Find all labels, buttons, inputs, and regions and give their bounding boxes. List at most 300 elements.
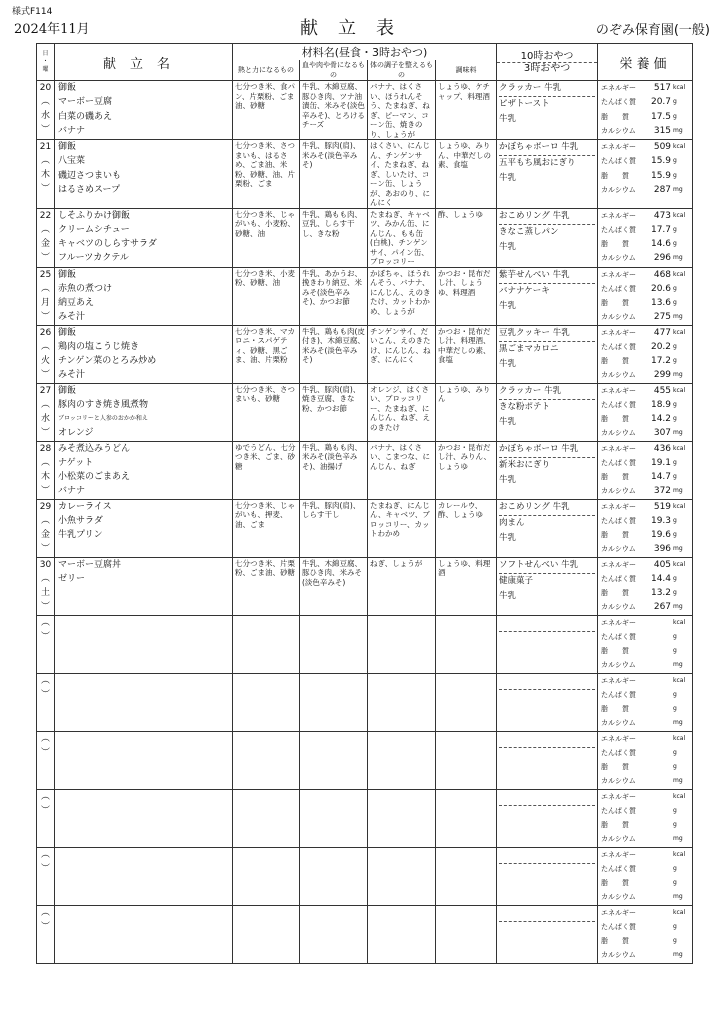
date-cell [37,325,55,383]
snack-10am [499,790,595,806]
date-cell [37,81,55,140]
energy-materials: 七分つき米、じゃがいも、小麦粉、砂糖、油 [233,208,300,267]
nutrition-unit: g [673,705,677,712]
nutrition-value: 275 [653,312,672,323]
snack-10am [499,616,595,632]
weekday: 金 [40,529,50,540]
nutrition-label: カルシウム [601,254,636,263]
nutrition-label: カルシウム [601,126,636,135]
condition-materials: バナナ、はくさい、ほうれんそう、たまねぎ、ねぎ、ピーマン、コーン缶、焼きのり、しょうが [368,81,436,140]
nutrition-value: 473 [653,210,672,221]
nutrition-unit: kcal [673,444,686,452]
menu-item: クリームシチュー [58,224,130,235]
nutrition-label: エネルギー [601,211,637,220]
snack-cell [497,789,598,847]
nutrition-label: たんぱく質 [601,342,637,351]
nutrition-label: 脂 質 [601,240,630,248]
snack-3pm-drink [499,879,595,894]
menu-table [36,43,693,964]
nutrition-label: 脂 質 [601,763,630,771]
menu-item: 御飯 [58,142,77,152]
nutrition-value [647,906,673,920]
snack-3pm: バナナケーキ [499,285,550,296]
snack-cell [497,267,598,325]
body-materials [300,905,368,963]
day-separator: ︵ [40,156,50,166]
form-id: 様式F114 [12,7,53,17]
nutrition-label: カルシウム [601,429,636,438]
energy-materials: 七分つき米、さつまいも、はるさめ、ごま油、米粉、砂糖、油、片栗粉、ごま [233,140,300,209]
nutrition-protein [598,398,692,412]
day-separator: ︶ [40,427,50,438]
nutrition-label: たんぱく質 [601,922,637,931]
snack-cell [497,441,598,499]
nutrition-label: エネルギー [601,444,637,453]
nutrition-value: 519 [653,501,672,512]
menu-item [55,920,232,934]
nutrition-value: 315 [653,125,672,136]
snack-3pm: 黒ごまマカロニ [499,343,559,354]
nutrition-unit: mg [673,126,683,134]
nutrition-label: 脂 質 [601,531,630,539]
nutrition-value [647,876,673,890]
menu-item [55,542,232,556]
menu-item [55,906,232,920]
menu-cell [55,673,233,731]
nutrition-protein [598,572,692,586]
table-row [37,499,693,557]
nutrition-label: たんぱく質 [601,864,637,873]
nutrition-label: たんぱく質 [601,284,637,293]
snack-cell [497,499,598,557]
condition-materials [368,789,436,847]
body-materials: 牛乳、豚肉(肩)、焼き豆腐、きな粉、かつお節 [300,383,368,441]
nutrition-label: カルシウム [601,313,636,322]
nutrition-label: カルシウム [601,777,636,786]
menu-item: ゼリー [58,573,86,584]
header-condition-group: 体の調子を整えるもの [368,60,436,81]
nutrition-unit: g [673,458,677,466]
weekday: 月 [40,297,50,308]
nutrition-energy [598,500,692,514]
nutrition-value [647,774,673,788]
date-cell [37,847,55,905]
nutrition-label: カルシウム [601,951,636,960]
nutrition-value: 307 [653,428,672,439]
menu-item [55,760,232,774]
nutrition-cell [598,441,693,499]
snack-3pm-drink [499,821,595,836]
nutrition-value [647,890,673,904]
nutrition-cell [598,557,693,615]
day-separator: ︵ [40,791,50,802]
nutrition-unit: kcal [673,676,686,684]
nutrition-value: 17.5 [650,111,672,122]
energy-materials: 七分つき米、さつまいも、砂糖 [233,383,300,441]
table-row [37,789,693,847]
nutrition-label: カルシウム [601,835,636,844]
nutrition-fat [598,934,692,948]
snack-3pm [499,748,595,763]
nutrition-label: エネルギー [601,502,637,511]
seasoning-materials: しょうゆ、ケチャップ、料理酒 [436,81,497,140]
snack-3pm [499,690,595,705]
nutrition-label: カルシウム [601,603,636,612]
nutrition-label: たんぱく質 [601,98,637,107]
energy-materials [233,789,300,847]
nutrition-protein [598,95,692,109]
snack-cell [497,208,598,267]
nutrition-label: エネルギー [601,270,637,279]
day-separator: ︶ [40,485,50,496]
nutrition-cell [598,499,693,557]
menu-item: 牛乳プリン [58,530,103,540]
nutrition-unit: g [673,821,677,828]
nutrition-protein [598,688,692,702]
menu-item [55,732,232,746]
nutrition-label: カルシウム [601,661,636,670]
menu-cell [55,557,233,615]
seasoning-materials: 酢、しょうゆ [436,208,497,267]
nutrition-label: 脂 質 [601,171,630,180]
snack-10am: おこめリング 牛乳 [499,500,595,516]
menu-item [55,818,232,832]
nutrition-fat [598,586,692,600]
nutrition-protein [598,804,692,818]
energy-materials [233,673,300,731]
seasoning-materials: しょうゆ、料理酒 [436,557,497,615]
nutrition-calcium [598,600,692,614]
nutrition-unit: g [673,112,677,120]
nutrition-unit: mg [673,893,683,901]
nutrition-cell [598,789,693,847]
menu-item: 白菜の磯あえ [58,111,113,122]
nutrition-unit: g [673,240,677,247]
nutrition-value: 372 [653,486,672,497]
menu-cell [55,267,233,325]
date-cell [37,557,55,615]
nutrition-energy [598,558,692,572]
condition-materials: かぼちゃ、ほうれんそう、バナナ、にんじん、えのきたけ、カットわかめ、しょうが [368,267,436,325]
date-cell [37,499,55,557]
nutrition-label: たんぱく質 [601,157,637,166]
nutrition-unit: kcal [673,143,686,150]
menu-cell [55,905,233,963]
menu-item [55,630,232,644]
snack-10am [499,848,595,864]
snack-10am: 紫芋せんべい 牛乳 [499,268,595,284]
nutrition-value: 18.9 [650,399,672,410]
nutrition-unit: g [673,400,677,408]
seasoning-materials [436,789,497,847]
nutrition-value: 509 [653,142,672,152]
nutrition-fat [598,818,692,832]
menu-item [55,702,232,716]
snack-3pm: ピザトースト [499,99,550,109]
nutrition-energy [598,790,692,804]
nutrition-label: エネルギー [601,328,637,337]
nutrition-calcium [598,832,692,846]
nutrition-unit: mg [673,371,683,379]
menu-cell [55,789,233,847]
nutrition-calcium [598,658,692,672]
snack-3pm-drink: 牛乳 [499,416,517,427]
nutrition-value [647,746,673,760]
nutrition-energy [598,848,692,862]
nutrition-label: エネルギー [601,908,637,917]
day-number: 30 [39,559,52,570]
menu-cell [55,325,233,383]
seasoning-materials [436,673,497,731]
condition-materials: たまねぎ、キャベツ、みかん缶、にんじん、もも缶(白桃)、チンゲンサイ、パイン缶、ブロッコリー [368,208,436,267]
condition-materials: ねぎ、しょうが [368,557,436,615]
nutrition-label: カルシウム [601,185,636,194]
nutrition-cell [598,208,693,267]
table-row [37,615,693,673]
nutrition-unit: g [673,589,677,596]
nutrition-cell [598,325,693,383]
nutrition-value: 14.6 [650,239,672,249]
nutrition-fat [598,760,692,774]
nutrition-cell [598,905,693,963]
table-row [37,140,693,209]
nutrition-unit: mg [673,545,683,553]
condition-materials: はくさい、にんじん、チンゲンサイ、たまねぎ、ねぎ、しいたけ、コーン缶、しょうが、あおのり、にんにく [368,140,436,209]
energy-materials [233,905,300,963]
nutrition-protein [598,154,692,168]
menu-item: チンゲン菜のとろみ炒め [58,356,157,366]
snack-10am: おこめリング 牛乳 [499,209,595,225]
snack-3pm-drink: 牛乳 [499,241,517,252]
nutrition-value: 436 [653,443,672,454]
nutrition-unit: g [673,574,677,582]
menu-item: はるさめスープ [58,184,121,195]
day-separator: ︶ [40,689,50,700]
snack-3pm: きなこ蒸しパン [499,226,559,237]
day-separator: ︵ [40,224,50,235]
nutrition-unit: g [673,157,677,165]
weekday: 木 [40,170,50,180]
nutrition-energy [598,326,692,340]
nutrition-unit: mg [673,661,683,669]
header-menu: 献立名 [55,44,233,81]
nutrition-energy [598,732,692,746]
nutrition-label: エネルギー [601,850,637,859]
body-materials: 牛乳、鶏もも肉、米みそ(淡色辛みそ)、油揚げ [300,441,368,499]
table-row [37,557,693,615]
condition-materials: チンゲンサイ、だいこん、えのきたけ、にんじん、ねぎ、にんにく [368,325,436,383]
nutrition-value: 14.7 [650,472,672,482]
nutrition-unit: g [673,531,677,538]
nutrition-value [647,688,673,702]
snack-10am: かぼちゃボーロ 牛乳 [499,140,595,156]
nutrition-energy [598,140,692,154]
nutrition-value: 13.2 [650,588,672,598]
nutrition-unit: kcal [673,386,686,394]
menu-item: フルーツカクテル [58,253,129,264]
condition-materials [368,905,436,963]
nutrition-unit: g [673,171,677,179]
condition-materials: バナナ、はくさい、こまつな、にんじん、ねぎ [368,441,436,499]
nutrition-label: カルシウム [601,487,636,496]
nutrition-label: 脂 質 [601,705,630,713]
menu-item [55,674,232,688]
nutrition-fat [598,702,692,716]
weekday: 土 [40,587,50,598]
menu-item: マーボー豆腐丼 [58,559,122,570]
condition-materials [368,731,436,789]
day-separator: ︵ [40,399,50,410]
nutrition-label: たんぱく質 [601,806,637,815]
nutrition-unit: g [673,690,677,698]
table-row [37,847,693,905]
energy-materials: 七分つき米、片栗粉、ごま油、砂糖 [233,557,300,615]
day-separator: ︵ [40,849,50,860]
menu-cell [55,441,233,499]
snack-3pm [499,632,595,647]
nutrition-unit: g [673,937,677,944]
menu-item: 赤魚の煮つけ [58,283,113,294]
nutrition-value: 14.2 [650,414,672,424]
seasoning-materials: しょうゆ、みりん [436,383,497,441]
menu-cell [55,81,233,140]
condition-materials: オレンジ、はくさい、ブロッコリー、たまねぎ、にんじん、ねぎ、えのきたけ [368,383,436,441]
header-snack-10: 10時おやつ [497,51,597,63]
day-separator: ︶ [40,863,50,874]
nutrition-fat [598,470,692,484]
snack-10am: クラッカー 牛乳 [499,384,595,400]
nutrition-unit: kcal [673,84,686,91]
nutrition-protein [598,223,692,237]
menu-item: 御飯 [58,327,77,338]
day-number: 22 [39,210,52,221]
nutrition-unit: g [673,879,677,886]
nutrition-label: カルシウム [601,893,636,902]
date-cell [37,905,55,963]
nutrition-unit: g [673,647,677,654]
snack-cell [497,140,598,209]
nutrition-unit: g [673,284,677,292]
day-separator: ︶ [40,543,50,554]
menu-item [55,832,232,846]
menu-item: ナゲット [58,457,94,468]
nutrition-label: 脂 質 [601,112,630,121]
nutrition-protein [598,514,692,528]
nutrition-unit: mg [673,835,683,843]
nutrition-label: 脂 質 [601,879,630,887]
menu-cell [55,383,233,441]
nutrition-unit: g [673,473,677,480]
body-materials [300,847,368,905]
nutrition-unit: g [673,516,677,524]
menu-item: 磯辺さつまいも [58,170,122,181]
seasoning-materials: かつお・昆布だし汁、みりん、しょうゆ [436,441,497,499]
menu-item: みそ汁 [58,370,86,381]
energy-materials: ゆでうどん、七分つき米、ごま、砂糖 [233,441,300,499]
menu-item [55,774,232,788]
nutrition-value: 396 [653,544,672,555]
nutrition-protein [598,746,692,760]
snack-cell [497,615,598,673]
energy-materials: 七分つき米、マカロニ・スパゲティ、砂糖、黒ごま、油、片栗粉 [233,325,300,383]
condition-materials: たまねぎ、にんじん、キャベツ、ブロッコリー、カットわかめ [368,499,436,557]
snack-3pm-drink [499,763,595,778]
menu-item [55,948,232,962]
nutrition-calcium [598,716,692,730]
nutrition-label: エネルギー [601,618,637,627]
header-body-group: 血や肉や骨になるもの [300,60,368,81]
nutrition-label: たんぱく質 [601,400,637,409]
body-materials: 牛乳、豚肉(肩)、米みそ(淡色辛みそ) [300,140,368,209]
menu-item [55,804,232,818]
menu-item [55,586,232,600]
nutrition-calcium [598,124,692,138]
nutrition-value: 20.6 [650,283,672,294]
energy-materials: 七分つき米、食パン、片栗粉、ごま油、砂糖 [233,81,300,140]
snack-3pm-drink: 牛乳 [499,474,517,485]
nutrition-value: 19.6 [650,530,672,540]
day-separator: ︶ [40,184,50,194]
nutrition-value [647,934,673,948]
day-separator: ︶ [40,369,50,380]
nutrition-calcium [598,774,692,788]
menu-item: みそ汁 [58,312,86,323]
nutrition-energy [598,674,692,688]
nutrition-value [647,674,673,688]
condition-materials [368,673,436,731]
nutrition-calcium [598,948,692,962]
menu-item [55,658,232,672]
menu-item: バナナ [58,125,86,136]
nutrition-label: エネルギー [601,143,637,151]
menu-rows [37,81,693,964]
nutrition-unit: g [673,98,677,106]
day-separator: ︵ [40,573,50,584]
menu-item [55,790,232,804]
nutrition-unit: g [673,357,677,364]
snack-cell [497,557,598,615]
menu-cell [55,847,233,905]
menu-cell [55,499,233,557]
nutrition-label: カルシウム [601,545,636,554]
nutrition-label: エネルギー [601,386,637,395]
nutrition-calcium [598,251,692,265]
day-separator: ︵ [40,457,50,468]
nutrition-label: 脂 質 [601,589,630,597]
nutrition-energy [598,268,692,282]
body-materials: 牛乳、鶏もも肉(皮付き)、木綿豆腐、米みそ(淡色辛みそ) [300,325,368,383]
nutrition-value [647,732,673,746]
weekday: 水 [40,413,50,424]
nutrition-calcium [598,426,692,440]
snack-3pm-drink [499,937,595,952]
nutrition-value: 455 [653,385,672,396]
nutrition-unit: kcal [673,792,686,800]
nutrition-value: 517 [653,83,672,93]
snack-3pm-drink [499,647,595,662]
month-label: 2024年11月 [14,22,90,37]
nutrition-value [647,790,673,804]
day-separator: ︵ [40,283,50,294]
page-title: 献立表 [300,18,414,39]
energy-materials: 七分つき米、じゃがいも、押麦、油、ごま [233,499,300,557]
table-row [37,383,693,441]
menu-item: マーボー豆腐 [58,97,113,108]
header-snacks [497,44,598,81]
menu-item: 小松菜のごまあえ [58,472,131,482]
table-row [37,208,693,267]
nutrition-unit: kcal [673,328,686,336]
